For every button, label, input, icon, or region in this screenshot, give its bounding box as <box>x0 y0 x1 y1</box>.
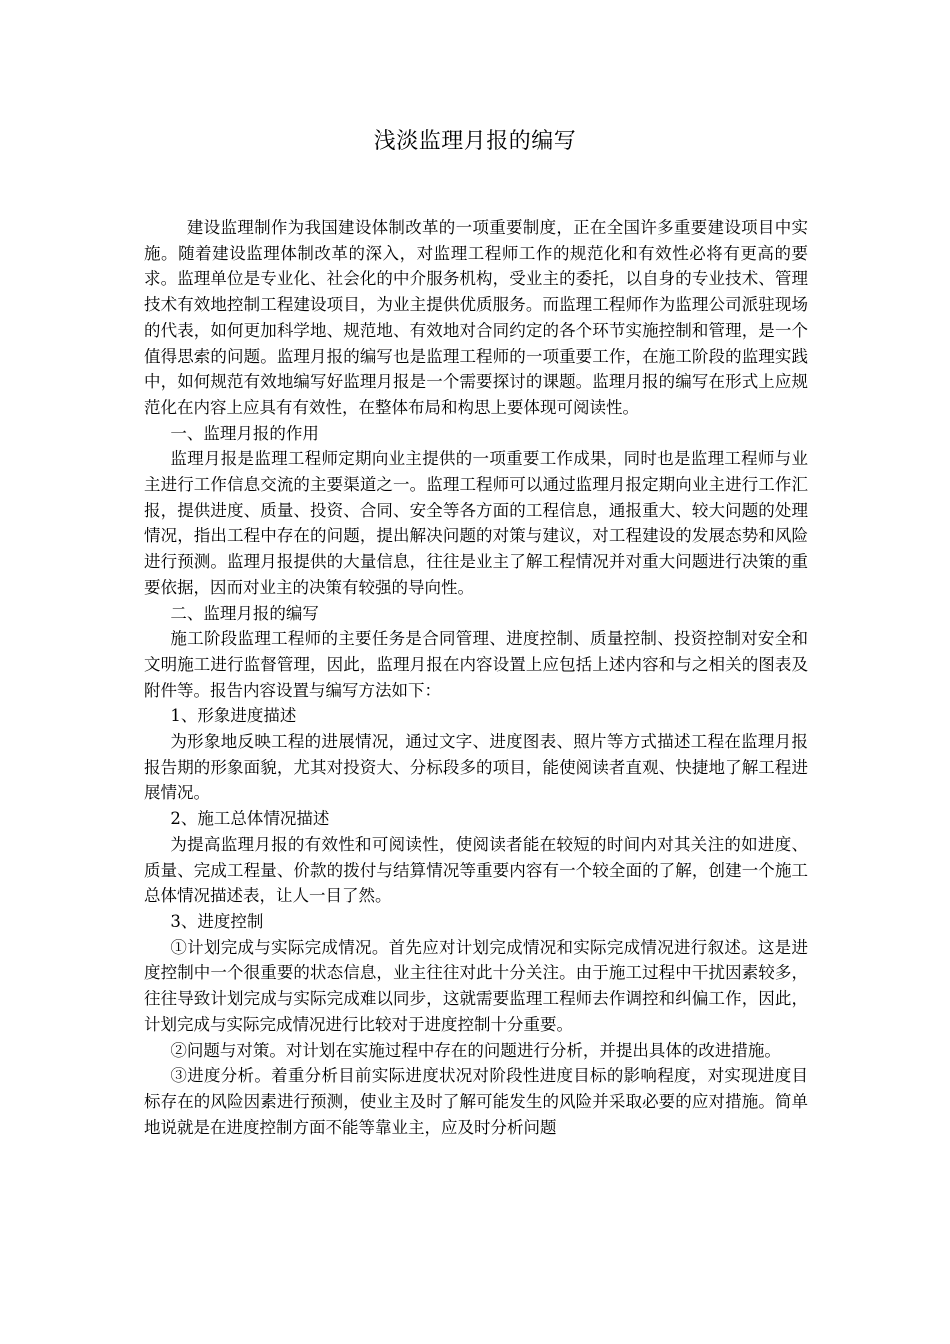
subheading-progress-control: 3、进度控制 <box>170 911 264 931</box>
paragraph-progress-analysis: ③进度分析。着重分析目前实际进度状况对阶段性进度目标的影响程度，对实现进度目标存在的风险因素进行预测，使业主及时了解可能发生的风险并采取必要的应对措施。简单地说就是在进度控制方面不能等靠业主，应及时分析问题 <box>144 1066 808 1137</box>
subheading-overall-situation: 2、施工总体情况描述 <box>170 809 330 829</box>
paragraph-problems-countermeasures: ②问题与对策。对计划在实施过程中存在的问题进行分析，并提出具体的改进措施。 <box>170 1040 781 1060</box>
document-body <box>144 215 808 1140</box>
paragraph-plan-vs-actual: ①计划完成与实际完成情况。首先应对计划完成情况和实际完成情况进行叙述。这是进度控制中一个很重要的状态信息，业主往往对此十分关注。由于施工过程中干扰因素较多，往往导致计划完成与实际完成难以同步，这就需要监理工程师去作调控和纠偏工作，因此，计划完成与实际完成情况进行比较对于进度控制十分重要。 <box>144 937 808 1034</box>
paragraph-intro: 建设监理制作为我国建设体制改革的一项重要制度，正在全国许多重要建设项目中实施。随着建设监理体制改革的深入，对监理工程师工作的规范化和有效性必将有更高的要求。监理单位是专业化、社会化的中介服务机构，受业主的委托，以自身的专业技术、管理技术有效地控制工程建设项目，为业主提供优质服务。而监理工程师作为监理公司派驻现场的代表，如何更加科学地、规范地、有效地对合同约定的各个环节实施控制和管理，是一个值得思索的问题。监理月报的编写也是监理工程师的一项重要工作，在施工阶段的监理实践中，如何规范有效地编写好监理月报是一个需要探讨的课题。监理月报的编写在形式上应规范化在内容上应具有有效性，在整体布局和构思上要体现可阅读性。 <box>144 218 808 417</box>
subheading-image-progress: 1、形象进度描述 <box>170 706 297 726</box>
document-title: 浅淡监理月报的编写 <box>373 129 577 154</box>
paragraph-overall-situation: 为提高监理月报的有效性和可阅读性，使阅读者能在较短的时间内对其关注的如进度、质量、完成工程量、价款的拨付与结算情况等重要内容有一个较全面的了解，创建一个施工总体情况描述表，让人一目了然。 <box>144 834 808 906</box>
paragraph-image-progress: 为形象地反映工程的进展情况，通过文字、进度图表、照片等方式描述工程在监理月报报告期的形象面貌，尤其对投资大、分标段多的项目，能使阅读者直观、快捷地了解工程进展情况。 <box>144 732 808 803</box>
paragraph-role: 监理月报是监理工程师定期向业主提供的一项重要工作成果，同时也是监理工程师与业主进行工作信息交流的主要渠道之一。监理工程师可以通过监理月报定期向业主进行工作汇报，提供进度、质量、投资、合同、安全等各方面的工程信息，通报重大、较大问题的处理情况，指出工程中存在的问题，提出解决问题的对策与建议，对工程建设的发展态势和风险进行预测。监理月报提供的大量信息，往往是业主了解工程情况并对重大问题进行决策的重要依据，因而对业主的决策有较强的导向性。 <box>144 449 808 597</box>
paragraph-writing: 施工阶段监理工程师的主要任务是合同管理、进度控制、质量控制、投资控制对安全和文明施工进行监督管理，因此，监理月报在内容设置上应包括上述内容和与之相关的图表及附件等。报告内容设置与编写方法如下： <box>144 629 808 700</box>
section-heading-writing: 二、监理月报的编写 <box>170 603 319 623</box>
section-heading-role: 一、监理月报的作用 <box>170 423 319 443</box>
